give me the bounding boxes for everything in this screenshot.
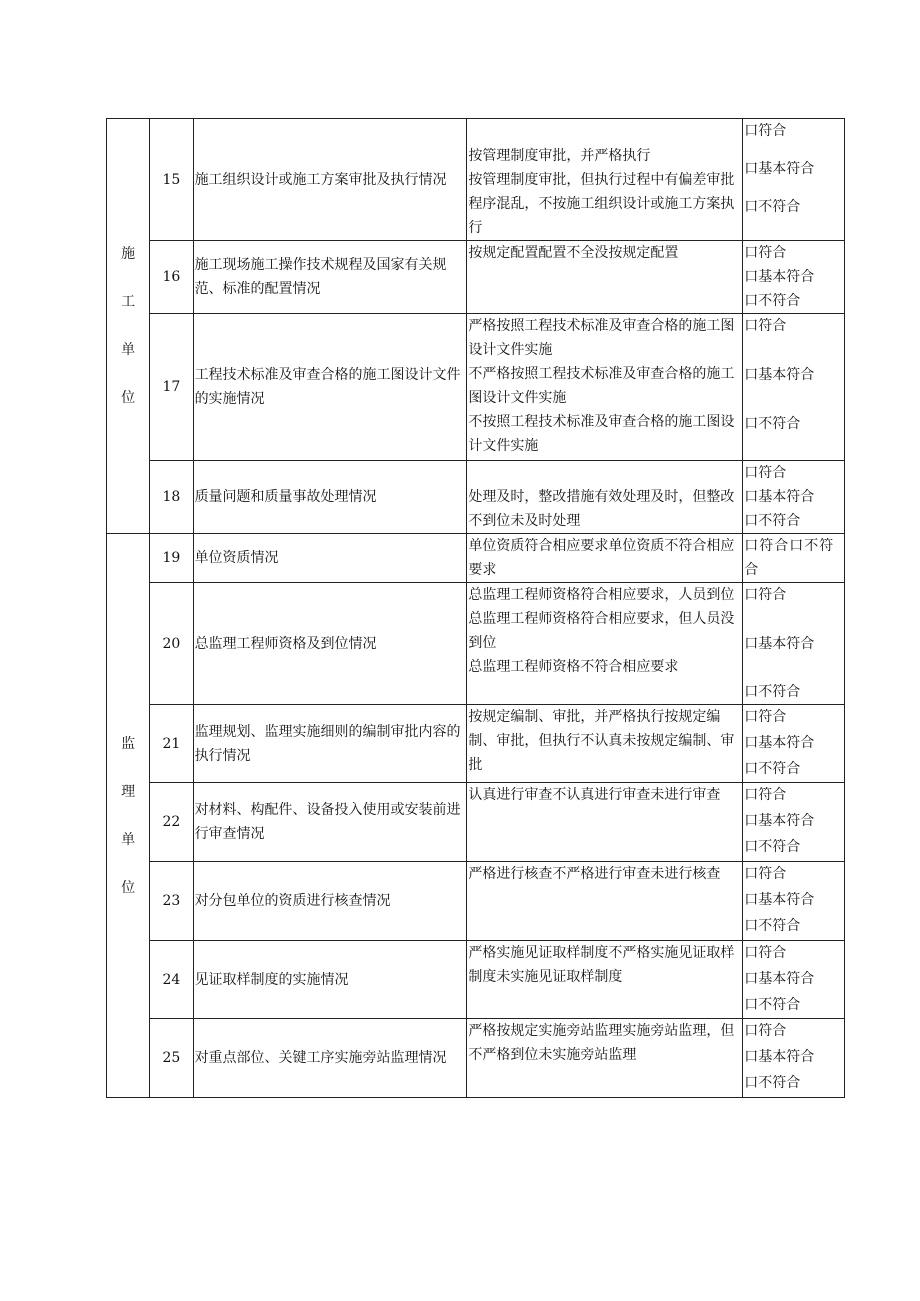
option-basic[interactable]: 口基本符合 xyxy=(744,367,815,383)
row-number: 16 xyxy=(150,241,193,314)
table-row xyxy=(107,119,845,241)
criteria-text: 不严格按照工程技术标准及审查合格的施工图设计文件实施 xyxy=(468,366,735,406)
row-number: 20 xyxy=(150,583,193,705)
criteria-text: 按管理制度审批，并严格执行 xyxy=(468,148,651,164)
row-number: 25 xyxy=(150,1019,193,1098)
options-cell xyxy=(743,119,845,241)
option-nonconform[interactable]: 口不符合 xyxy=(744,997,801,1013)
option-conform[interactable]: 口符合 xyxy=(744,787,787,803)
item-text: 质量问题和质量事故处理情况 xyxy=(193,461,467,534)
group-label-supervision xyxy=(107,534,150,1098)
options-cell xyxy=(743,862,845,941)
criteria-text: 严格实施见证取样制度不严格实施见证取样制度未实施见证取样制度 xyxy=(467,941,743,1019)
group-char: 工 xyxy=(121,294,136,310)
group-char: 监 xyxy=(121,735,136,752)
group-char: 位 xyxy=(121,390,136,406)
options-cell xyxy=(743,705,845,783)
criteria-text: 总监理工程师资格不符合相应要求 xyxy=(468,659,679,675)
row-number: 22 xyxy=(150,783,193,862)
table-row xyxy=(107,1019,845,1098)
row-number: 24 xyxy=(150,941,193,1019)
criteria-cell xyxy=(467,583,743,705)
criteria-text: 单位资质符合相应要求单位资质不符合相应要求 xyxy=(467,534,743,583)
item-text: 对材料、构配件、设备投入使用或安装前进行审查情况 xyxy=(193,783,467,862)
criteria-cell xyxy=(467,314,743,461)
option-nonconform[interactable]: 口不符合 xyxy=(744,1075,801,1091)
table-row xyxy=(107,583,845,705)
group-char: 理 xyxy=(121,783,136,800)
options-cell xyxy=(743,1019,845,1098)
group-label-construction xyxy=(107,119,150,534)
option-nonconform[interactable]: 口不符合 xyxy=(744,199,801,215)
option-nonconform[interactable]: 口不符合 xyxy=(744,761,801,777)
item-text: 对分包单位的资质进行核查情况 xyxy=(193,862,467,941)
option-conform[interactable]: 口符合 xyxy=(744,1023,787,1039)
option-nonconform[interactable]: 口不符合 xyxy=(744,839,801,855)
option-basic[interactable]: 口基本符合 xyxy=(744,813,815,829)
option-nonconform[interactable]: 口不符合 xyxy=(744,918,801,934)
table-row xyxy=(107,314,845,461)
criteria-cell xyxy=(467,461,743,534)
criteria-text: 严格进行核查不严格进行审查未进行核查 xyxy=(467,862,743,941)
option-conform[interactable]: 口符合 xyxy=(744,587,787,603)
criteria-text: 严格按规定实施旁站监理实施旁站监理，但不严格到位未实施旁站监理 xyxy=(467,1019,743,1098)
option-conform[interactable]: 口符合 xyxy=(744,945,787,961)
item-text: 施工组织设计或施工方案审批及执行情况 xyxy=(193,119,467,241)
option-nonconform[interactable]: 口不符合 xyxy=(744,293,801,309)
option-nonconform[interactable]: 口不符合 xyxy=(744,513,801,529)
option-basic[interactable]: 口基本符合 xyxy=(744,971,815,987)
option-inline[interactable]: 口符合口不符合 xyxy=(743,534,845,583)
criteria-text: 不按照工程技术标准及审查合格的施工图设计文件实施 xyxy=(468,414,735,454)
criteria-text: 严格按照工程技术标准及审查合格的施工图设计文件实施 xyxy=(468,318,735,358)
option-conform[interactable]: 口符合 xyxy=(744,709,787,725)
row-number: 21 xyxy=(150,705,193,783)
group-char: 施 xyxy=(121,246,136,262)
item-text: 单位资质情况 xyxy=(193,534,467,583)
item-text: 施工现场施工操作技术规程及国家有关规范、标准的配置情况 xyxy=(193,241,467,314)
options-cell xyxy=(743,583,845,705)
criteria-text: 认真进行审查不认真进行审查未进行审查 xyxy=(467,783,743,862)
option-conform[interactable]: 口符合 xyxy=(744,465,787,481)
row-number: 19 xyxy=(150,534,193,583)
table-row xyxy=(107,461,845,534)
table-row xyxy=(107,862,845,941)
options-cell xyxy=(743,241,845,314)
table-row xyxy=(107,941,845,1019)
criteria-text: 按管理制度审批，但执行过程中有偏差审批程序混乱，不按施工组织设计或施工方案执行 xyxy=(468,172,735,236)
option-basic[interactable]: 口基本符合 xyxy=(744,269,815,285)
row-number: 15 xyxy=(150,119,193,241)
table-row xyxy=(107,534,845,583)
option-conform[interactable]: 口符合 xyxy=(744,318,787,334)
option-basic[interactable]: 口基本符合 xyxy=(744,161,815,177)
option-basic[interactable]: 口基本符合 xyxy=(744,635,815,652)
criteria-text: 按规定编制、审批，并严格执行按规定编制、审批，但执行不认真未按规定编制、审批 xyxy=(467,705,743,783)
inspection-table xyxy=(106,118,845,1098)
options-cell xyxy=(743,941,845,1019)
group-char: 单 xyxy=(121,831,136,848)
row-number: 18 xyxy=(150,461,193,534)
option-conform[interactable]: 口符合 xyxy=(744,123,787,139)
item-text: 对重点部位、关键工序实施旁站监理情况 xyxy=(193,1019,467,1098)
option-basic[interactable]: 口基本符合 xyxy=(744,1049,815,1065)
group-char: 位 xyxy=(121,879,136,896)
option-nonconform[interactable]: 口不符合 xyxy=(744,684,801,700)
criteria-text: 按规定配置配置不全没按规定配置 xyxy=(467,241,743,314)
option-conform[interactable]: 口符合 xyxy=(744,866,787,882)
row-number: 17 xyxy=(150,314,193,461)
criteria-text: 总监理工程师资格符合相应要求，人员到位 xyxy=(468,587,735,603)
option-basic[interactable]: 口基本符合 xyxy=(744,735,815,751)
item-text: 监理规划、监理实施细则的编制审批内容的执行情况 xyxy=(193,705,467,783)
options-cell xyxy=(743,783,845,862)
table-row xyxy=(107,241,845,314)
option-basic[interactable]: 口基本符合 xyxy=(744,892,815,908)
criteria-text: 处理及时，整改措施有效处理及时，但整改不到位未及时处理 xyxy=(468,489,735,529)
item-text: 总监理工程师资格及到位情况 xyxy=(193,583,467,705)
item-text: 工程技术标准及审查合格的施工图设计文件的实施情况 xyxy=(193,314,467,461)
options-cell xyxy=(743,314,845,461)
option-nonconform[interactable]: 口不符合 xyxy=(744,416,801,432)
item-text: 见证取样制度的实施情况 xyxy=(193,941,467,1019)
group-char: 单 xyxy=(121,342,136,358)
options-cell xyxy=(743,461,845,534)
option-conform[interactable]: 口符合 xyxy=(744,245,787,261)
table-row xyxy=(107,705,845,783)
table-row xyxy=(107,783,845,862)
row-number: 23 xyxy=(150,862,193,941)
criteria-text: 总监理工程师资格符合相应要求，但人员没到位 xyxy=(468,611,735,651)
criteria-cell xyxy=(467,119,743,241)
option-basic[interactable]: 口基本符合 xyxy=(744,489,815,505)
